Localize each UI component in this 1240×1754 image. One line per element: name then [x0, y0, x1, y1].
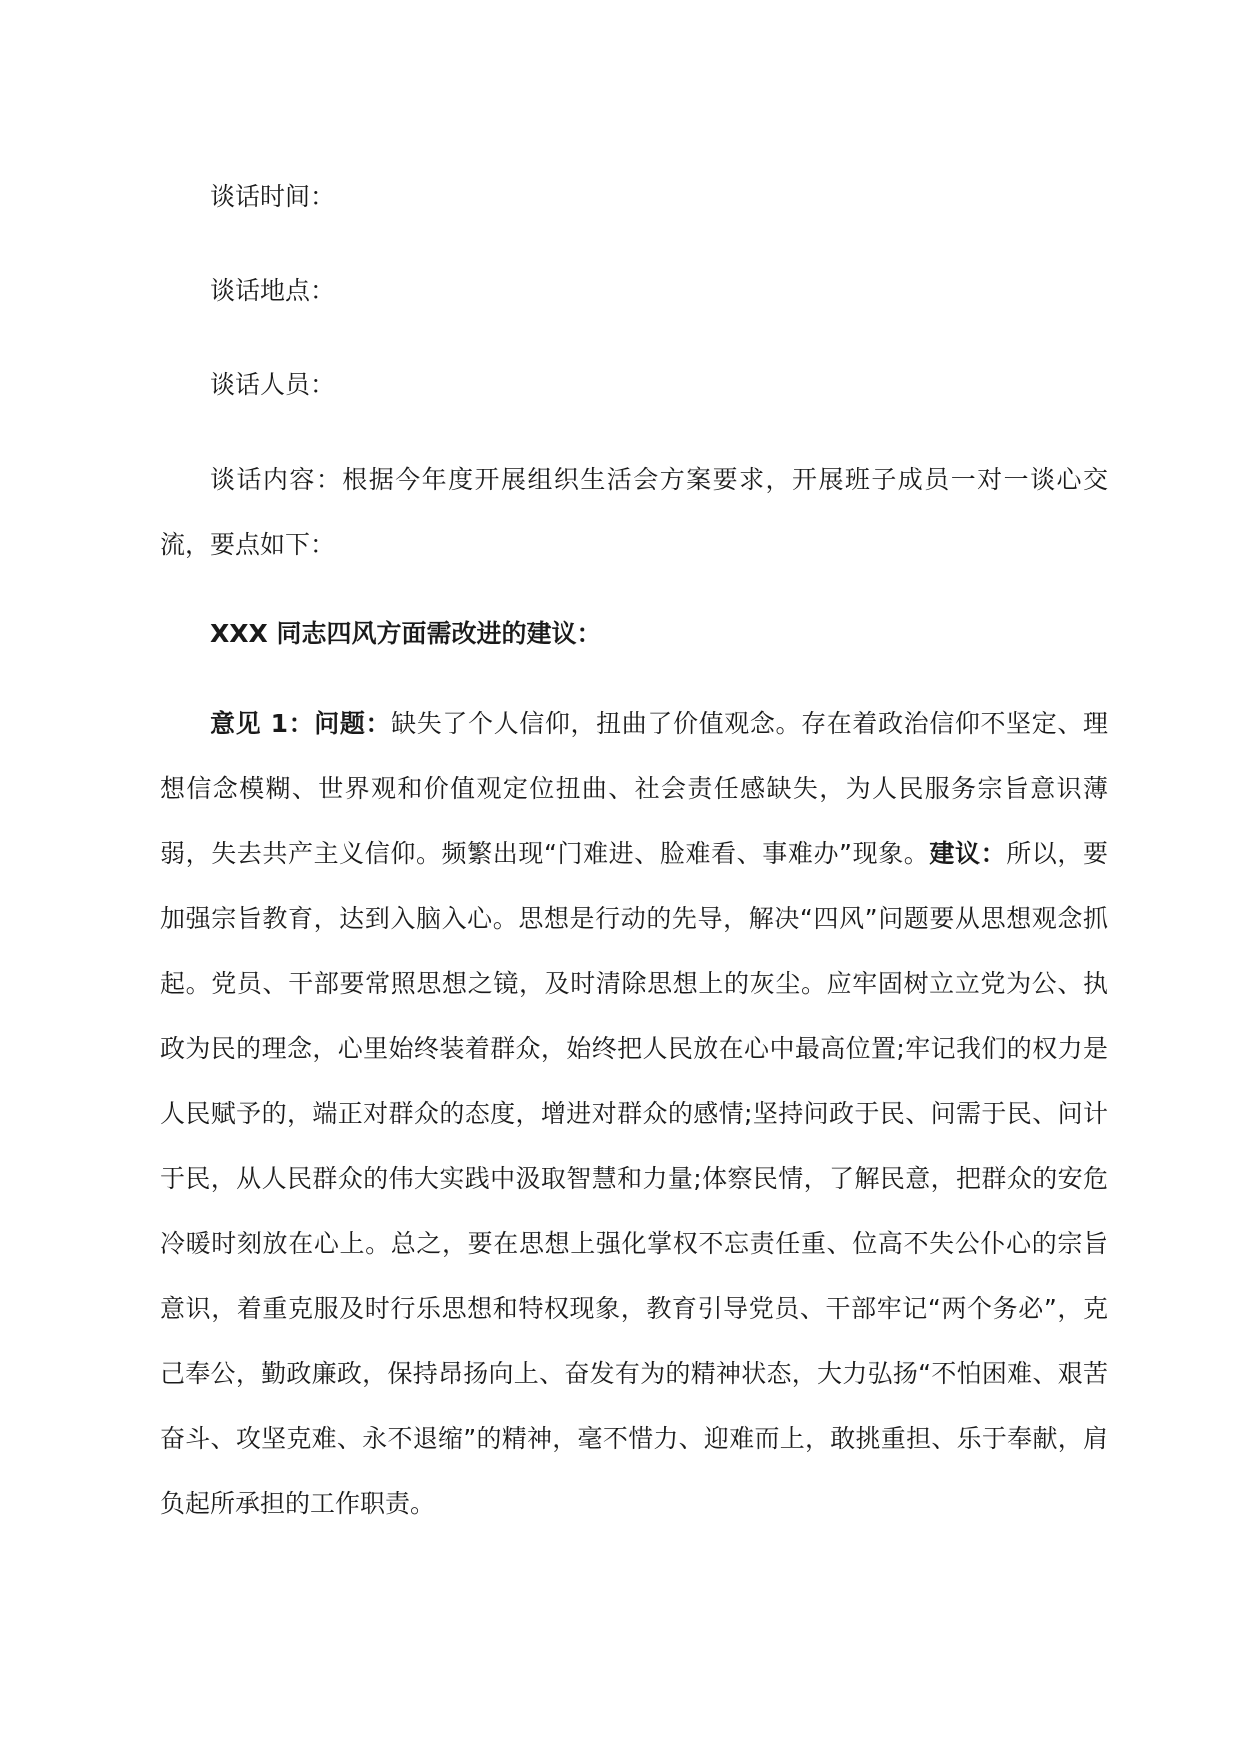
talk-people-label: 谈话人员： [210, 370, 336, 399]
problem-label: 问题： [314, 709, 392, 738]
section-heading: XXX 同志四风方面需改进的建议： [210, 619, 602, 648]
talk-place-label: 谈话地点： [210, 276, 336, 305]
suggestion-label: 建议： [929, 839, 1007, 868]
talk-time-label: 谈话时间： [210, 182, 336, 211]
suggestion-text: 所以，要加强宗旨教育，达到入脑入心。思想是行动的先导，解决“四风”问题要从思想观念抓起。党员、干部要常照思想之镜，及时清除思想上的灰尘。应牢固树立立党为公、执政为民的理念，心里始终装着群众，始终把人民放在心中最高位置;牢记我们的权力是人民赋予的，端正对群众的态度，增进对群众的感情;坚持问政于民、问需于民、问计于民，从人民群众的伟大实践中汲取智慧和力量;体察民情，了解民意，把群众的安危冷暖时刻放在心上。总之，要在思想上强化掌权不忘责任重、位高不失公仆心的宗旨意识，着重克服及时行乐思想和特权现象，教育引导党员、干部牢记“两个务必”，克己奉公，勤政廉政，保持昂扬向上、奋发有为的精神状态，大力弘扬“不怕困难、艰苦奋斗、攻坚克难、永不退缩”的精神，毫不惜力、迎难而上，敢挑重担、乐于奉献，肩负起所承担的工作职责。 [160, 839, 1108, 1518]
problem-text: 缺失了个人信仰，扭曲了价值观念。存在着政治信仰不坚定、理想信念模糊、世界观和价值观定位扭曲、社会责任感缺失，为人民服务宗旨意识薄弱，失去共产主义信仰。频繁出现“门难进、脸难看、事难办”现象。 [160, 709, 1108, 868]
opinion-label: 意见 1： [210, 709, 315, 738]
document-body [160, 165, 1108, 1536]
talk-content-paragraph: 谈话内容：根据今年度开展组织生活会方案要求，开展班子成员一对一谈心交流，要点如下： [160, 465, 1108, 559]
opinion-paragraph [160, 691, 1108, 1536]
